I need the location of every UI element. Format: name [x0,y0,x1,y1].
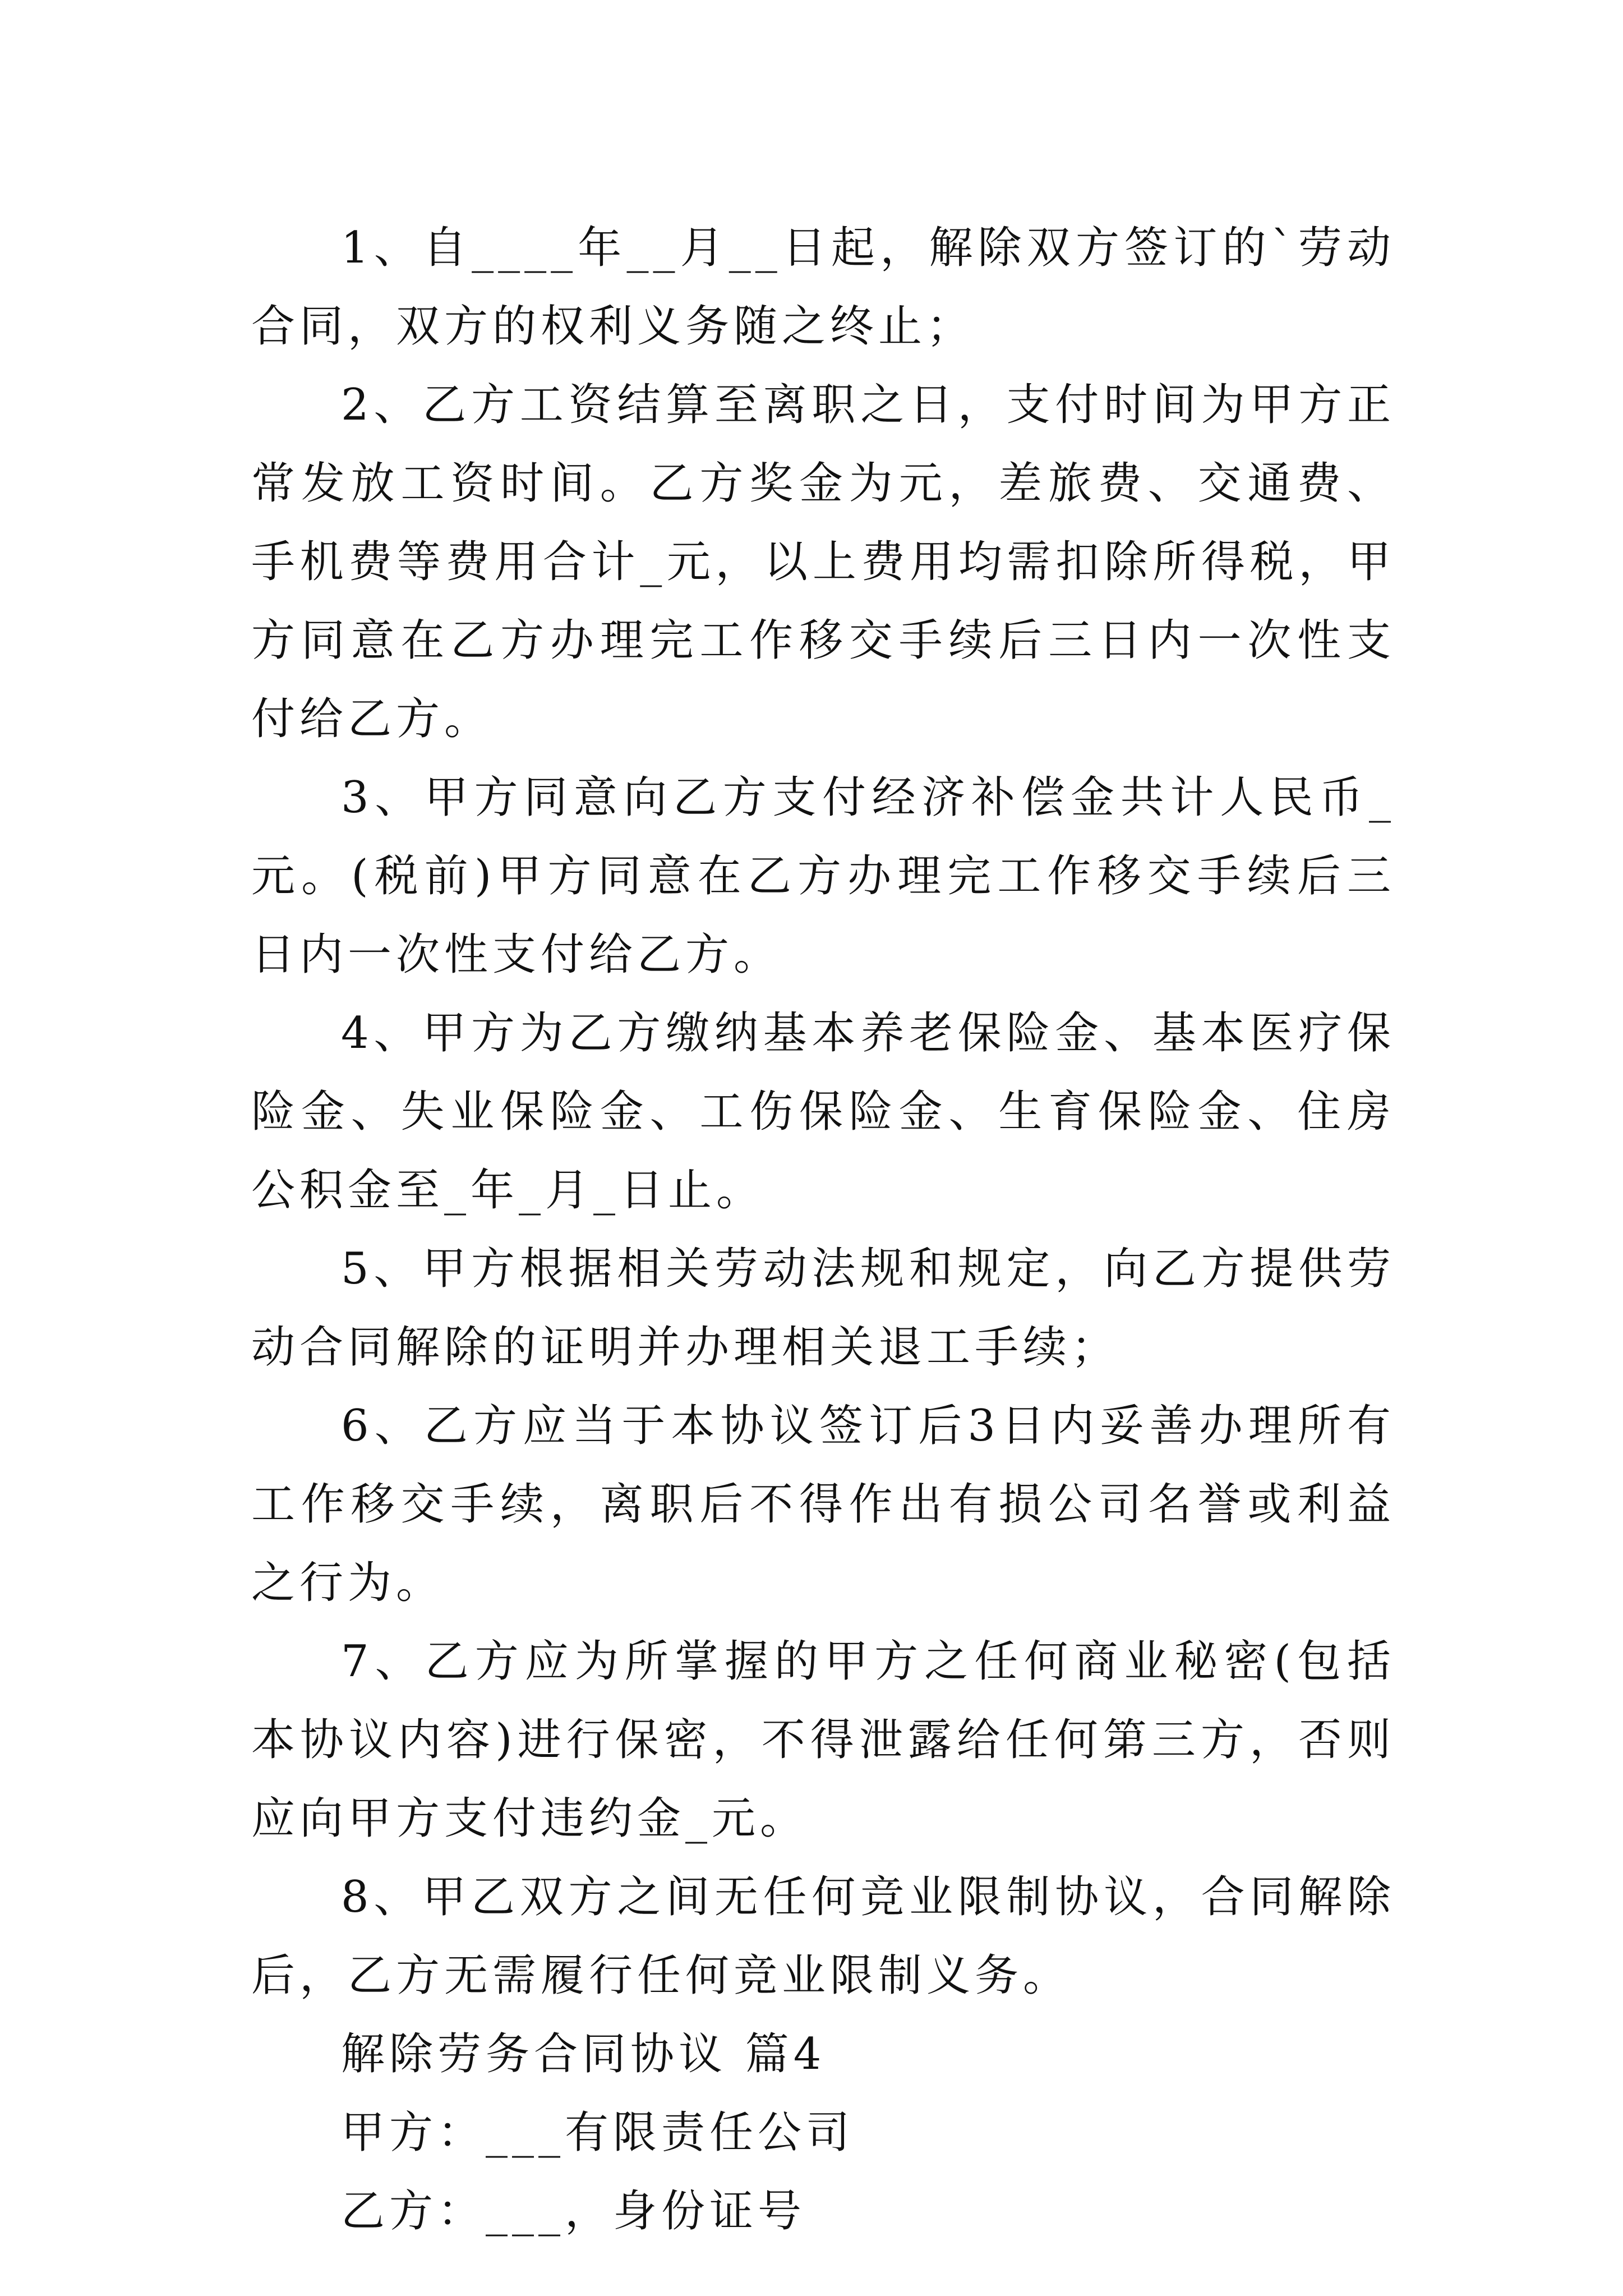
party-a-line: 甲方：___有限责任公司 [341,2108,855,2158]
clause-1: 1、自____年__月__日起，解除双方签订的`劳动合同，双方的权利义务随之终止； [251,223,1395,352]
clause-2: 2、乙方工资结算至离职之日，支付时间为甲方正常发放工资时间。乙方奖金为元，差旅费、交通费、手机费等费用合计_元，以上费用均需扣除所得税，甲方同意在乙方办理完工作移交手续后三日内一次性支付给乙方。 [251,380,1395,744]
clause-4: 4、甲方为乙方缴纳基本养老保险金、基本医疗保险金、失业保险金、工伤保险金、生育保险金、住房公积金至_年_月_日止。 [251,1008,1395,1216]
party-b-line: 乙方：___，身份证号 [341,2186,806,2237]
document-body [251,209,1395,2251]
section-title: 解除劳务合同协议 篇4 [341,2029,826,2079]
clause-8: 8、甲乙双方之间无任何竞业限制协议，合同解除后，乙方无需履行任何竞业限制义务。 [251,1872,1395,2001]
clause-3: 3、甲方同意向乙方支付经济补偿金共计人民币_元。(税前)甲方同意在乙方办理完工作移交手续后三日内一次性支付给乙方。 [251,772,1395,980]
clause-6: 6、乙方应当于本协议签订后3日内妥善办理所有工作移交手续，离职后不得作出有损公司名誉或利益之行为。 [251,1401,1395,1608]
clause-7: 7、乙方应为所掌握的甲方之任何商业秘密(包括本协议内容)进行保密，不得泄露给任何第三方，否则应向甲方支付违约金_元。 [251,1636,1395,1844]
clause-5: 5、甲方根据相关劳动法规和规定，向乙方提供劳动合同解除的证明并办理相关退工手续； [251,1244,1395,1373]
